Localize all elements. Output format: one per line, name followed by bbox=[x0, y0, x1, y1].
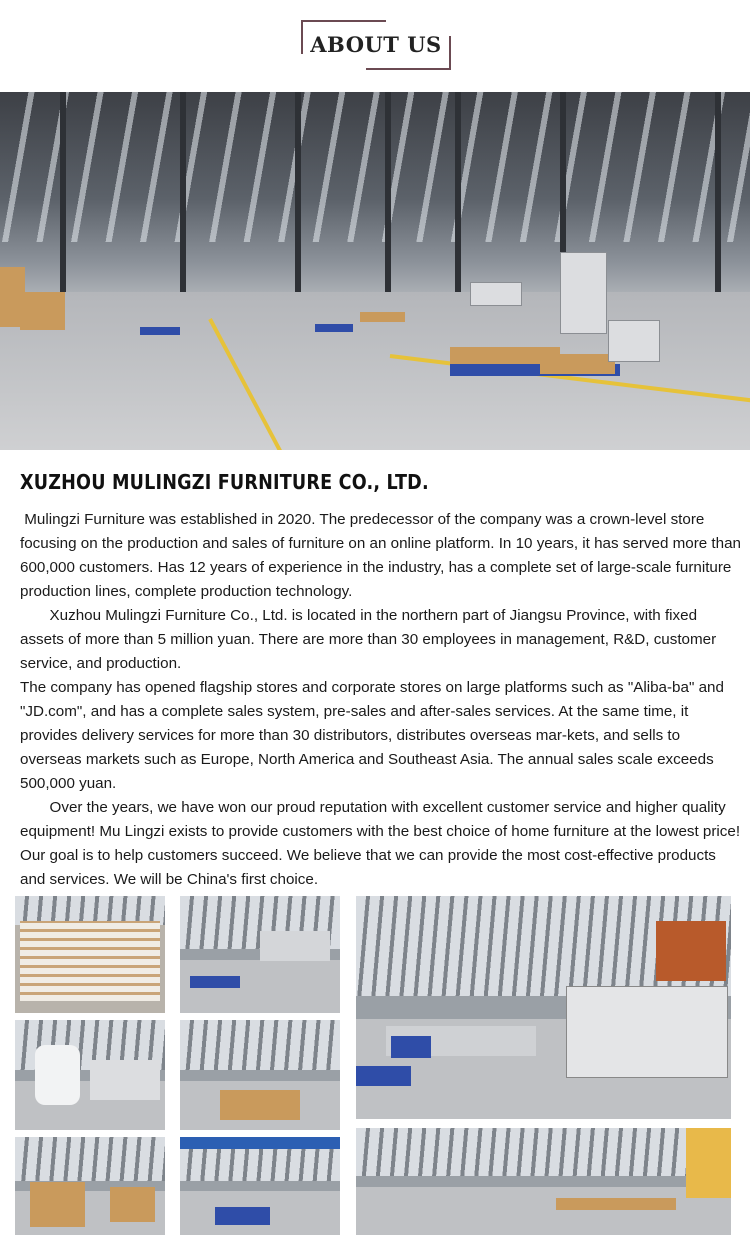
photo-wood-pallets bbox=[15, 1137, 165, 1235]
paragraph-location: Xuzhou Mulingzi Furniture Co., Ltd. is located in the northern part of Jiangsu Province, with fixed assets of more than 5 million yuan. There are more than 30 employees in management, R&D, customer service, and production. bbox=[20, 607, 717, 672]
company-description bbox=[20, 508, 742, 892]
about-us-frame bbox=[301, 20, 451, 70]
photo-factory-hall bbox=[356, 1128, 731, 1235]
paragraph-reputation: Over the years, we have won our proud reputation with excellent customer service and higher quality equipment! Mu Lingzi exists to provide customers with the best choice of home furniture at the lowest price! Our goal is to help customers succeed. We believe that we can provide the most cost-effective products and services. We will be China's first choice. bbox=[20, 799, 741, 888]
photo-dust-collector bbox=[15, 1020, 165, 1130]
company-name: XUZHOU MULINGZI FURNITURE CO., LTD. bbox=[20, 470, 429, 494]
about-us-title: ABOUT US bbox=[310, 32, 442, 57]
photo-workshop-pallet bbox=[180, 896, 340, 1013]
photo-workshop-floor bbox=[180, 1137, 340, 1235]
photo-edge-banding-machine bbox=[356, 896, 731, 1119]
paragraph-intro: Mulingzi Furniture was established in 2020. The predecessor of the company was a crown-level store focusing on the production and sales of furniture on an online platform. In 10 years, it has served more than 600,000 customers. Has 12 years of experience in the industry, has a complete set of large-scale furniture production lines, complete production technology. bbox=[20, 511, 741, 600]
photo-warehouse-stacks bbox=[15, 896, 165, 1013]
photo-lumber-hall bbox=[180, 1020, 340, 1130]
factory-hero-image bbox=[0, 92, 750, 450]
about-us-header bbox=[0, 0, 750, 90]
paragraph-sales: The company has opened flagship stores and corporate stores on large platforms such as "Aliba-ba" and "JD.com", and has a complete sales system, pre-sales and after-sales services. At the same time, it provides delivery services for more than 30 distributors, distributes overseas mar-kets, and sells to overseas markets such as Europe, North America and Southeast Asia. The annual sales scale exceeds 500,000 yuan. bbox=[20, 679, 724, 792]
